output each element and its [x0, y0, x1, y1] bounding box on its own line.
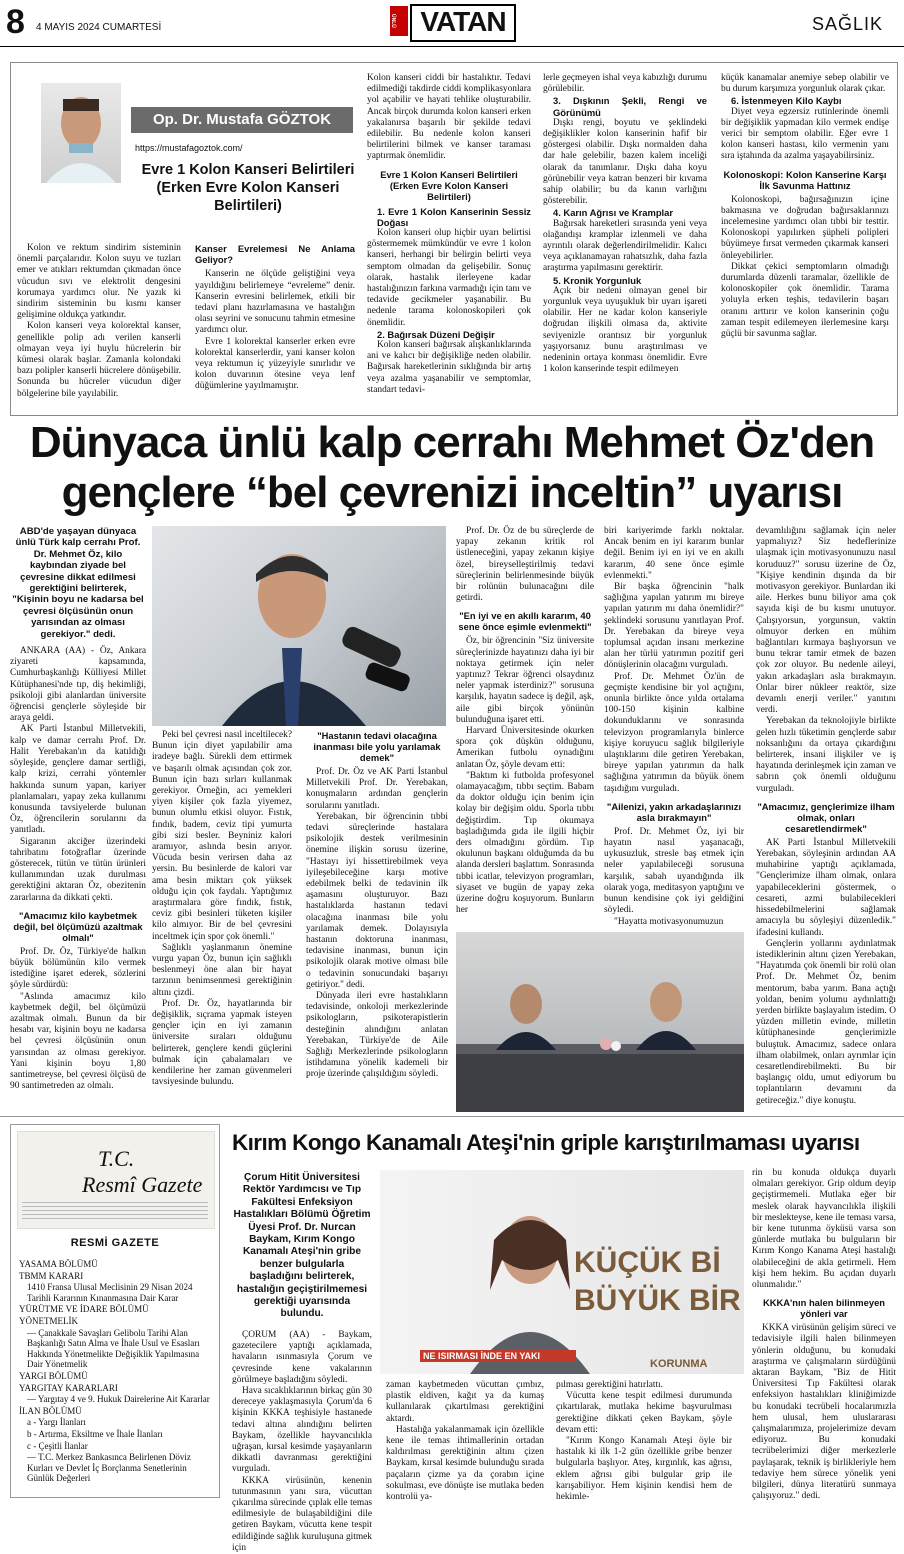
main-col2: Peki bel çevresi nasıl inceltilecek? Bunun için diyet yapılabilir ama iradeye bağlı. Sürekli dem ettirmek ve başarılı olmak açısından çok zor. Bunun için bazı sırları kullanmak gerekiyor. Örneğin, acı yemekleri yiyen kişiler çok fazla yiyemez, bunun olumlu etkisi oluyor. Fıstık, fındık, badem, ceviz tipi yumurta gibi sizi besler. Beyniniz kalori aramıyor, aslında besin arıyor. Vücuda besin verirsen daha az yersin. Bu besinlerde de kalori var ama besin miktarı çok yüksek olduğu için çok faydalı. Yaptığımız araştırmalara göre fındık, fıstık, ceviz gibi besinleri tüketen kişiler kilo almıyor. Bir de bel çevresini inceltmek için spor çok önemli." Sağlıklı yaşlanmanın önemine vurgu yapan Öz, bunun için sağlıklı beslenmeyi öne alan bir hayat tarzının benimsenmesi gerektiğinin altını çizdi. Prof. Dr. Öz, hayatlarında bir değişiklik, sıçrama yapmak isteyen gençler için en iyi zamanın üniversite sıraları olduğunu belirterek, gençlere kendi güçlerini bulmak için çabalamaları ve kendilerine her zaman güvenmeleri tavsiyesinde bulundu.: [152, 730, 292, 1088]
column-col3-heading: Evre 1 Kolon Kanseri Belirtileri (Erken Evre Kolon Kanseri Belirtileri): [380, 168, 518, 202]
column-item2: 2. Bağırsak Düzeni Değişir: [377, 328, 495, 340]
gazette-list-item: b - Artırma, Eksiltme ve İhale İlanları: [27, 1428, 163, 1439]
gazette-paper-lines: [22, 1202, 208, 1222]
gazette-list: [19, 1259, 213, 1485]
author-photo: [41, 83, 121, 183]
gazette-label: RESMİ GAZETE: [70, 1237, 160, 1249]
speaker-microphone-icon: [152, 526, 446, 726]
kkka-sub: KKKA'nın halen bilinmeyen yönleri var: [762, 1297, 886, 1320]
conference-photo: [456, 932, 744, 1112]
column-col2: Kanser Evrelemesi Ne Anlama Geliyor? Kanserin ne ölçüde geliştiğini veya yayıldığını belirlemeye “evreleme” denir. Kanserin evresini belirlemek, etkili bir tedavi planı hazırlamasına ve hastalığın olası seyrini ve sonucunu tahmin etmesine yardımcı olur. Evre 1 kolorektal kanserler erken evre kolorektal kanserlerdir, yani kanser kolon veya rektumun iç yüzeyiyle sınırlıdır ve kolon duvarının ötesine veya lenf düğümlerine yayılmamıştır.: [195, 243, 355, 392]
main-headline-line2: gençlere “bel çevrenizi inceltin” uyarısı: [61, 468, 843, 517]
main-sub4: "Ailenizi, yakın arkadaşlarınızı asla bırakmayın": [606, 800, 742, 823]
kkka-headline: Kırım Kongo Kanamalı Ateşi'nin griple karıştırılmaması uyarısı: [232, 1130, 860, 1155]
gazette-list-item: İLAN BÖLÜMÜ: [19, 1405, 82, 1416]
main-col4: Prof. Dr. Öz de bu süreçlerde de yapay zekanın kritik rol üstleneceğini, yapay zekanın kişiye özel, bireyselleştirilmiş tedavi süreçlerinin belirlenmesinde büyük bir rolünün bulunacağını dile getirdi. "En iyi ve en akıllı kararım, 40 sene önce eşimle evlenmekti" Öz, bir öğrencinin "Siz üniversite süreçlerinizde hayatınızı daha iyi bir noktaya getirmek için neler yaptınız? Tekrar öğrenci olsaydınız neler yapmak isterdiniz?" sorusuna karşılık, hayatın sadece iş değil, aşk, aile gibi birçok yönünün bulunduğuna işaret etti. Harvard Üniversitesinde okurken spora çok düşkün olduğunu, Amerikan futbolu oynadığını anlatan Öz, şöyle devam etti: "Baktım ki futbolda profesyonel olamayacağım, tıbbı seçtim. Babam da doktor olduğu için benim için kolay bir değişim oldu. Sporla tıbbı değiştirdim. Tıp okumaya başladığımda gıda ile ilgili hiçbir ders olmadığını gördüm. Tıp okulunun başkanı olduğumda da bu alanda dersleri başlattım. Sonrasında tıbbi icatlar, televizyon programları, siyaset ve bugün de yapay zeka üzerine doğru koşuyorum. Bunların her: [456, 526, 594, 916]
page-number: 8: [6, 3, 25, 41]
column-col5-heading: Kolonoskopi: Kolon Kanserine Karşı İlk Savunma Hattınız: [723, 168, 887, 191]
header-rule: [0, 46, 904, 47]
column-col3: Kolon kanseri ciddi bir hastalıktır. Tedavi edilmediği takdirde ciddi komplikasyonlara yol açabilir ve hayati tehlike oluşturabilir. Ancak birçok durumda kolon kanseri erken yakalanırsa başarılı bir şekilde tedavi edilebilir. Bu nedenle kolon kanseri belirtilerini bilmek ve kanser taraması yaptırmak önemlidir. Evre 1 Kolon Kanseri Belirtileri (Erken Evre Kolon Kanseri Belirtileri) 1. Evre 1 Kolon Kanserinin Sessiz Doğası Kolon kanseri olup hiçbir uyarı belirtisi göstermemek mümkündür ve evre 1 kolon kanseri, herhangi bir belirgin belirti veya semptom olmadan da gelişebilir. Sonuç olarak, hastalık ilerleyene kadar hastalığınızın farkına varmadığı için tanı ve tedavide gecikmeler yaşanabilir. Bu nedenle tarama kolonoskopileri çok önemlidir. 2. Bağırsak Düzeni Değişir Kolon kanseri bağırsak alışkanlıklarında ani ve kalıcı bir değişikliğe neden olabilir. Bağırsak hareketlerinin sıklığında bir artış veya azalma yaşanabilir ve semptomlar, standart tedavi-: [367, 73, 531, 395]
gazette-box: [10, 1124, 220, 1498]
kkka-col3: pılması gerektiğini hatırlattı. Vücutta kene tespit edilmesi durumunda çıkartılarak, mutlaka hekime başvurulması gerektiğine dikkati çeken Baykam, şöyle devam etti: "Kırım Kongo Kanamalı Ateşi öyle bir hastalık ki ilk 1-2 gün özellikle gribe benzer bulgularla başlıyor. Ateş, kırgınlık, kas ağrısı, eklem ağrısı gibi bulgular grip ile karışabiliyor. Hem kişinin kendisi hem de hekimle-: [556, 1380, 732, 1503]
column-item1: 1. Evre 1 Kolon Kanserinin Sessiz Doğası: [377, 205, 531, 228]
gazette-tc: T.C.: [98, 1146, 135, 1171]
main-col5: biri kariyerimde farklı noktalar. Ancak benim en iyi kararım bunlar değil. Benim iyi en iyi ve en akıllı kararım, 40 sene önce eşimle evlenmekti." Bir başka öğrencinin "halk sağlığına yapılan yatırım mı bireye yapılan yatırım mı daha önemlidir?" şeklindeki sorusunu yanıtlayan Prof. Dr. Yerebakan da bireye veya toplumsal açıdan insanı merkezine alan her türlü yatırımın pozitif geri dönüşlerinin olacağını vurguladı. Prof. Dr. Mehmet Öz'ün de geçmişte kendisine bir yol açtığını, onunla birlikte önce yılda ortalama 100-150 kişinin kalbine dokunduklarını ve sonrasında televizyon programlarıyla binlerce kişiye koruyucu sağlık bilgileriyle ulaştıklarını dile getiren Yerebakan, bireye yapılan yatırımın da halk sağlığına yatırımın da büyük önem taşıdığını vurguladı. "Ailenizi, yakın arkadaşlarınızı asla bırakmayın" Prof. Dr. Mehmet Öz, iyi bir hayatın nasıl yaşanacağı, uykusuzluk, stresle baş etmek için neler yapılabileceği sorusuna karşılık, sabah uyandığında ilk olarak yoga, meditasyon yaptığını ve bunun kendisine çok iyi geldiğini söyledi. "Hayatta motivasyonumuzun: [604, 526, 744, 927]
gazette-list-item: YARGI BÖLÜMÜ: [19, 1370, 88, 1381]
main-lede: ABD'de yaşayan dünyaca ünlü Türk kalp cerrahı Prof. Dr. Mehmet Öz, kilo kaybından ziyade bel çevresine dikkat edilmesi gerektiğini belirterek, "Kişinin boyu ne kadarsa bel çevresi ölçüsünün onun yarısından az olması gerekiyor." dedi.: [12, 526, 144, 640]
gazette-name: Resmî Gazete: [82, 1172, 203, 1197]
panel-table-icon: [456, 932, 744, 1112]
gazette-masthead: [17, 1131, 215, 1229]
mehmet-oz-photo: [152, 526, 446, 726]
column-item5: 5. Kronik Yorgunluk: [553, 274, 642, 286]
issue-date: 4 MAYIS 2024 CUMARTESİ: [36, 22, 162, 33]
main-sub1: "Amacımız kilo kaybetmek değil, bel ölçümüzü azaltmak olmalı": [13, 909, 143, 943]
author-name: Op. Dr. Mustafa GÖZTOK: [131, 107, 353, 133]
column-title: Evre 1 Kolon Kanseri Belirtileri (Erken Evre Kolon Kanseri Belirtileri): [141, 162, 355, 214]
column-item4: 4. Karın Ağrısı ve Kramplar: [553, 207, 674, 219]
author-portrait-icon: [41, 83, 121, 183]
gazette-list-item: — Çanakkale Savaşları Gelibolu Tarihi Alan Başkanlığı Satın Alma ve İhale Usul ve Esasları Hakkında Yönetmelikte Değişiklik Yapılmasına Dair Yönetmelik: [27, 1327, 200, 1370]
column-box: [10, 62, 898, 416]
vatan-logo: [390, 4, 512, 38]
baykam-photo: [380, 1170, 744, 1374]
kkka-lede: Çorum Hitit Üniversitesi Rektör Yardımcısı ve Tıp Fakültesi Enfeksiyon Hastalıkları Bölümü Öğretim Üyesi Prof. Dr. Nurcan Baykam, Kırım Kongo Kanamalı Ateşi'nin gribe benzer bulgularla başladığını belirterek, hastalığın geçiştirilmemesi gerektiği uyarısında bulundu.: [233, 1172, 371, 1320]
gazette-list-item: c - Çeşitli İlanlar: [27, 1440, 88, 1451]
main-col3: "Hastanın tedavi olacağına inanması bile yolu yarılamak demek" Prof. Dr. Öz ve AK Parti İstanbul Milletvekili Prof. Dr. Yerebakan, konuşmaların ardından gençlerin sorularını yanıtladı. Yerebakan, bir öğrencinin tıbbi tedavi süreçlerinde hastalara psikolojik destek verilmesinin önemine ilişkin sorusu üzerine, "Hastayı iyi hissettirebilmek veya iyileşebileceğine karşı motive edebilmek belki de tedavinin ilk aşamasını oluşturuyor. Bazı hastalıklarda hastanın tedavi olacağına inanması bile yolu yarılamak demek. Dolayısıyla hastanın doktoruna inanması, tedavisine inanması, bunun için psikolojik olarak motive olması bile o tedavinin sonucundaki başarıyı getiriyor." dedi. Dünyada ileri evre hastalıkların tedavisinde, onkoloji merkezlerinde psikologların, psikoterapistlerin desteğinin alındığını anlatan Yerebakan, Türkiye'de de Aile Sağlığı Merkezlerinde psikologların istihdamına yönelik kademeli bir proje üzerinde çalışıldığını söyledi.: [306, 730, 448, 1080]
kkka-col1: ÇORUM (AA) - Baykam, gazetecilere yaptığı açıklamada, havaların ısınmasıyla Çorum ve çevresinde kene vakalarının görülmeye başladığını söyledi. Hava sıcaklıklarının birkaç gün 30 dereceye yaklaşmasıyla Çorum'da 6 kişinin KKKA teşhisiyle hastanede tedavi altına alındığını belirten Baykam, özellikle hayvancılıkla uğraşan, kırsal kesimde yaşayanların dikkatli davranması gerektiğini vurguladı. KKKA virüsünün, kenenin tutunmasının yanı sıra, vücuttan çıkarılma sürecinde çıplak elle temas edilmesiyle de bulaşabildiğini dile getiren Baykam, vücutta kene tespit edildiğinde sağlık kuruluşuna gitmek için: [232, 1330, 372, 1553]
logo-small-mark: ÜNLÜ: [390, 6, 408, 36]
kkka-col2: zaman kaybetmeden vücuttan çımbız, plastik eldiven, kağıt ya da kumaş kullanılarak çıkartılması gerektiğini aktardı. Hastalığa yakalanmamak için özellikle kene ile temas ihtimallerinin ortadan kaldırılması gerektiğinin altını çizen Baykam, kırsal kesimde bulunduğu sırada paçaların çizme ya da çorabın içine sokulması, eve dönüşte ise mutlaka beden kontrolü ya-: [386, 1380, 544, 1503]
main-sub5: "Amacımız, gençlerimize ilham olmak, onları cesaretlendirmek": [757, 800, 895, 834]
banner-line2: BÜYÜK BİR: [574, 1284, 741, 1317]
column-col4: lerle geçmeyen ishal veya kabızlığı durumu görülebilir. 3. Dışkının Şekli, Rengi ve Görünümü Dışkı rengi, boyutu ve şeklindeki değişiklikler kolon kanserinin hafif bir göstergesi olabilir. Dışkı normalden daha dar hale gelebilir, bazen kalem inceliği olarak da tanımlanır. Dışkı daha koyu görünebilir veya katran benzeri bir kıvama sahip olabilir; bu da kanın varlığını gösterebilir. 4. Karın Ağrısı ve Kramplar Bağırsak hareketleri sırasında yeni veya olağandışı kramplar izlenmeli ve daha ayrıntılı olarak değerlendirilmelidir. Kalıcı veya açıklanamayan rahatsızlık, daha fazla araştırma yapılmasını gerektirir. 5. Kronik Yorgunluk Açık bir nedeni olmayan genel bir yorgunluk veya uyuşukluk bir uyarı işareti olabilir. Her ne kadar kolon kanseriyle doğrudan ilişkili olmasa da, aktivite seviyenizle orantısız bir yorgunluk yaşıyorsanız bunu araştırılması ve nedeninin ortaya konması önemlidir. Evre 1 kolon kanserinde tespit edilmeyen: [543, 73, 707, 375]
author-url[interactable]: https://mustafagoztok.com/: [135, 143, 243, 153]
column-col2-heading: Kanser Evrelemesi Ne Anlama Geliyor?: [195, 243, 355, 266]
main-sub2: "Hastanın tedavi olacağına inanması bile yolu yarılamak demek": [313, 730, 441, 763]
gazette-list-item: — T.C. Merkez Bankasınca Belirlenen Döviz Kurları ve Devlet İç Borçlanma Senetlerinin Günlük Değerleri: [27, 1452, 191, 1484]
main-col6: devamlılığını sağlamak için neler yapmalıyız? Siz hedeflerinize ulaşmak için motivasyonunuzu nasıl koruduuz?" sorusu üzerine de Öz, "Kişiye kendinin dışında da bir motivasyon gerekiyor. Bunlardan iki aile. Herkes bunu biliyor ama çok sayıda kişi de bu kısmı unutuyor. Çalışıyorsun, yorgunsun, vaktin olmuyor derken en mühim bağlantıları kırmaya başlıyorsun ve bunu tekrar tamir etmek de bazen çok zor oluyor. Bu nedenle aileyi, yakın arkadaşları asla bırakmayın. Onlar birer nükleer reaktör, size devamlı enerji veriler." yanıtını verdi. Yerebakan da teknolojiyle birlikte gelen hızlı tüketimin gençlerde sabır noksanlığını da ortaya çıkardığını belirterek, insani ilişkiler ve iş hayatında derinleşmek için zaman ve sabrın çok önemli olduğunu vurguladı. "Amacımız, gençlerimize ilham olmak, onları cesaretlendirmek" AK Parti İstanbul Milletvekili Yerebakan, söyleşinin ardından AA muhabirine yaptığı açıklamada, "Gençlerimize ilham olmak, onlara yapabileceklerini göstermek, o cesareti, azmi bulabilecekleri hissedebilmelerini sağlamak amacıyla bu söyleşiyi düzenledik." ifadesini kullandı. Gençlerin yollarını aydınlatmak istediklerinin altını çizen Yerebakan, "Hayatımda çok önemli bir rolü olan Prof. Dr. Mehmet Öz, benim mentorum, baba yarım. Bana açtığı yoldan, benim yolumu aydınlattığı yerden birlikte başlayalım istedim. O yüzden milletin evinde, milletin kütüphanesinde gençlerimizle buluştuk. Amacımız, sadece onlara ilham olabilmek, onları ayrımlar için cesaretlendirebilmekti. Bu bir başlangıç oldu, umut ediyorum bu toplantıların devamını da getireceğiz." diye konuştu.: [756, 526, 896, 1106]
gazette-list-item: TBMM KARARI: [19, 1270, 84, 1281]
column-item6: 6. İstenmeyen Kilo Kaybı: [731, 95, 842, 107]
main-headline-line1: Dünyaca ünlü kalp cerrahı Mehmet Öz'den: [29, 418, 875, 467]
gazette-list-item: YASAMA BÖLÜMÜ: [19, 1259, 98, 1269]
logo-text: VATAN: [410, 4, 516, 42]
gazette-list-item: YÜRÜTME VE İDARE BÖLÜMÜ: [19, 1304, 149, 1315]
section-rule: [0, 1116, 904, 1117]
main-sub3: "En iyi ve en akıllı kararım, 40 sene önce eşimle evlenmekti": [458, 610, 592, 633]
banner-line1: KÜÇÜK Bİ: [574, 1246, 721, 1279]
column-col1: Kolon ve rektum sindirim sisteminin önemli parçalarıdır. Kolon suyu ve tuzları emer ve atıkları rektumdan çıkmadan önce vücudun sıvı ve elektrolit dengesini korumaya yardımcı olur. Ne yazık ki sindirim sisteminin bu kısmı kanser gelişimine oldukça yatkındır. Kolon kanseri veya kolorektal kanser, genellikle polip adı verilen kanserli olmayan veya iyi huylu hücrelerin bir kümesi olarak başlar. Zamanla kolondaki bazı polipler kanserli hücrelere dönüşebilir. Sonunda bu hücreler vücudun diğer bölgelerine bile yayılabilir.: [17, 243, 181, 399]
gazette-list-item: a - Yargı İlanları: [27, 1417, 86, 1428]
gazette-list-item: YÖNETMELİK: [19, 1315, 78, 1326]
section-name: SAĞLIK: [812, 14, 884, 34]
column-col5: küçük kanamalar anemiye sebep olabilir ve bu durum karşımıza yorgunluk olarak çıkar. 6. İstenmeyen Kilo Kaybı Diyet veya egzersiz rutinlerinde önemli bir değişiklik yapmadan kilo vermek endişe verici bir semptom olabilir. Eğer evre 1 kolon kanseri hastası, kilo vermenin yanı sıra iştahında da azalma yaşayabilirsiniz. Kolonoskopi: Kolon Kanserine Karşı İlk Savunma Hattınız Kolonoskopi, bağırsağınızın içine bakmasına ve doğrudan bağırsaklarınızı incelemesine yardımcı olan tıbbi bir testtir. Kolonoskopi yapılırken şüpheli polipleri büyümeye fırsat vermeden çıkarmak kanseri önleyebilirler. Dikkat çekici semptomların olmadığı durumlarda düzenli taramalar, özellikle de kolonoskopiler çok önemlidir. Tarama yoluyla erken teşhis, tedavilerin başarı oranını arttırır ve kolon kanserinin çoğu zaman tespit edilemeyen ilerlemesine karşı güçlü bir savunma sağlar.: [721, 73, 889, 340]
gazette-list-item: YARGITAY KARARLARI: [19, 1382, 118, 1393]
kkka-col4: rin bu konuda oldukça duyarlı olmaları gerekiyor. Grip oldum deyip geçiştirmemeli. Mutlaka eğer bir meslek olarak hayvancılıkla ilişkili bir meslekteyse, kene ile teması varsa, bir kene tutunma öyküsü varsa son günlerde mutlaka bu bulguların bir Kırım Kongo Kanama Ateşi hastalığı olabileceğini de akla getirmeli. Hem kişi hem hekim. Bu açıdan duyarlı olunmalıdır." KKKA'nın halen bilinmeyen yönleri var KKKA virüsünün gelişim süreci ve tedavisiyle ilgili halen bilinmeyen yönlerin olduğunu, bu konudaki araştırma ve çalışmaların sürdüğünü aktaran Baykam, "Biz de Hitit Üniversitesi Tıp Fakültesi olarak enfeksiyon hastalıkları kliniğimizde bu konudaki tecrübeli hocalarımızla hem ulusal, hem uluslararası çalışmalarımıza, projelerimize devam ediyoruz. Bu konudaki tecrübelerimizi diğer merkezlerle paylaşarak, teknik iş birlikleriyle hem tedaviye hem sürece yönelik yeni bilgileri, dünya literatürü sunmaya çalışıyoruz." dedi.: [752, 1168, 896, 1502]
main-col1: ABD'de yaşayan dünyaca ünlü Türk kalp cerrahı Prof. Dr. Mehmet Öz, kilo kaybından ziyade bel çevresine dikkat edilmesi gerektiğini belirterek, "Kişinin boyu ne kadarsa bel çevresi ölçüsünün onun yarısından az olması gerekiyor." dedi. ANKARA (AA) - Öz, Ankara ziyareti kapsamında, Cumhurbaşkanlığı Külliyesi Millet Kütüphanesi'nde tıp, diş hekimliği, psikoloji gibi alanlardan üniversite öğrencisi gençlerle söyleşide bir araya geldi. AK Parti İstanbul Milletvekili, kalp ve damar cerrahı Prof. Dr. Halit Yerebakan'ın da katıldığı söyleşide, gençlere damar sertliği, kalp krizi, cerrahi yöntemler hakkında sunum yapan, kariyer planlamaları, yapay zeka kullanımı konusunda tavsiyelerde bulunan Öz, öğrencilerin sorularını da yanıtladı. Sigaranın akciğer üzerindeki tahribatını fotoğraflar üzerinde gösterecek, tütün ve tütün ürünleri kullanımından uzak durulması gerektiğini aktaran Öz, obezitenin zararlarına da dikkati çekti. "Amacımız kilo kaybetmek değil, bel ölçümüzü azaltmak olmalı" Prof. Dr. Öz, Türkiye'de halkın büyük bölümünün kilo vermek istediğine işaret ederek, sözlerini şöyle sürdürdü: "Aslında amacımız kilo kaybetmek değil, bel ölçümüzü azaltmak olmalı. Bunun da bir hesabı var, kişinin boyu ne kadarsa bel çevresi ölçüsünün onun yarısından az olması gerekiyor. Yani kişinin boyu 1,80 santimetreyse, bel çevresi ölçüsü de 90 santimetreden az olmalı.: [10, 526, 146, 1092]
banner-small: NE ISIRMASI İNDE EN YAKI: [420, 1350, 576, 1362]
banner-small2: KORUNMA: [650, 1358, 708, 1370]
gazette-list-item: — Yargıtay 4 ve 9. Hukuk Dairelerine Ait Kararlar: [27, 1394, 210, 1405]
gazette-list-item: 1410 Fransa Ulusal Meclisinin 29 Nisan 2024 Tarihli Kararının Kınanmasına Dair Karar: [27, 1282, 193, 1303]
column-item3: 3. Dışkının Şekli, Rengi ve Görünümü: [553, 95, 707, 118]
